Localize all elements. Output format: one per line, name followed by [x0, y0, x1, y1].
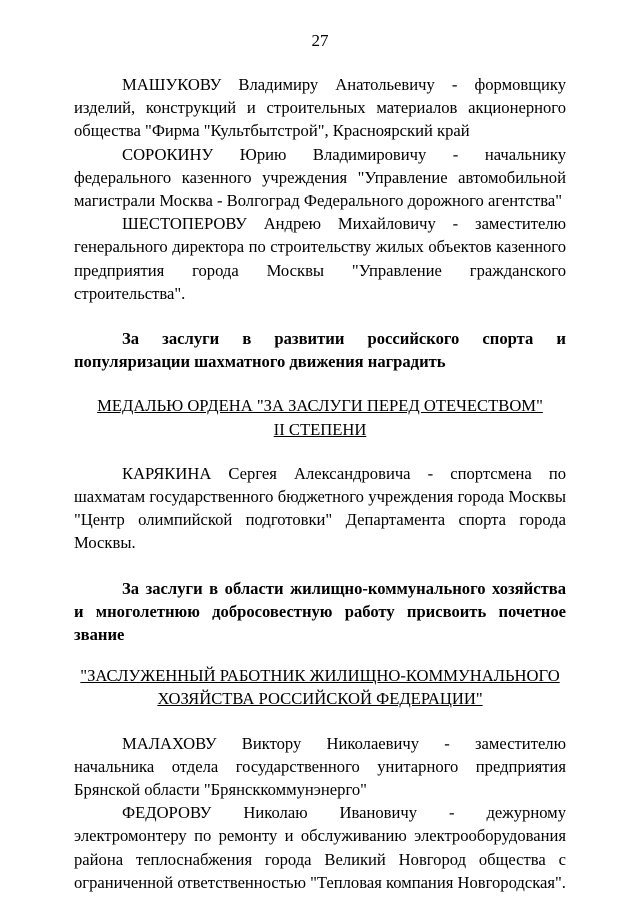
award-title-line1: МЕДАЛЬЮ ОРДЕНА "ЗА ЗАСЛУГИ ПЕРЕД ОТЕЧЕСТВОМ": [97, 396, 543, 416]
honorary-title-line2: ХОЗЯЙСТВА РОССИЙСКОЙ ФЕДЕРАЦИИ": [157, 689, 483, 709]
recipient-paragraph-fedorov: ФЕДОРОВУ Николаю Ивановичу - дежурному электромонтеру по ремонту и обслуживанию электрооборудования района теплоснабжения города Великий Новгород общества с ограниченной ответственностью "Тепловая компания Новгородская".: [74, 803, 566, 892]
recipient-paragraph-malakhov: МАЛАХОВУ Виктору Николаевичу - заместителю начальника отдела государственного унитарного предприятия Брянской области "Брянсккоммунэнерго": [74, 733, 566, 800]
page-number: 27: [311, 31, 329, 50]
award-title-line2: II СТЕПЕНИ: [273, 419, 367, 439]
recipient-paragraph-karyakin: КАРЯКИНА Сергея Александровича - спортсмена по шахматам государственного бюджетного учреждения города Москвы "Центр олимпийской подготовки" Департамента спорта города Москвы.: [74, 463, 566, 553]
section-intro-sport: За заслуги в развитии российского спорта и популяризации шахматного движения наградить: [74, 329, 566, 372]
recipient-paragraph-shestoperov: ШЕСТОПЕРОВУ Андрею Михайловичу - заместителю генерального директора по строительству жилых объектов казенного предприятия города Москвы "Управление гражданского строительства".: [74, 214, 566, 303]
document-body: [74, 73, 566, 894]
section-intro-housing: За заслуги в области жилищно-коммунального хозяйства и многолетнюю добросовестную работу присвоить почетное звание: [74, 578, 566, 645]
recipient-paragraph-mashukov: МАШУКОВУ Владимиру Анатольевичу - формовщику изделий, конструкций и строительных материалов акционерного общества "Фирма "Культбытстрой", Красноярский край: [74, 75, 566, 141]
honorary-title-line1: "ЗАСЛУЖЕННЫЙ РАБОТНИК ЖИЛИЩНО-КОММУНАЛЬНОГО: [80, 666, 560, 686]
recipient-paragraph-sorokin: СОРОКИНУ Юрию Владимировичу - начальнику федерального казенного учреждения "Управление автомобильной магистрали Москва - Волгоград Федерального дорожного агентства": [74, 144, 566, 211]
